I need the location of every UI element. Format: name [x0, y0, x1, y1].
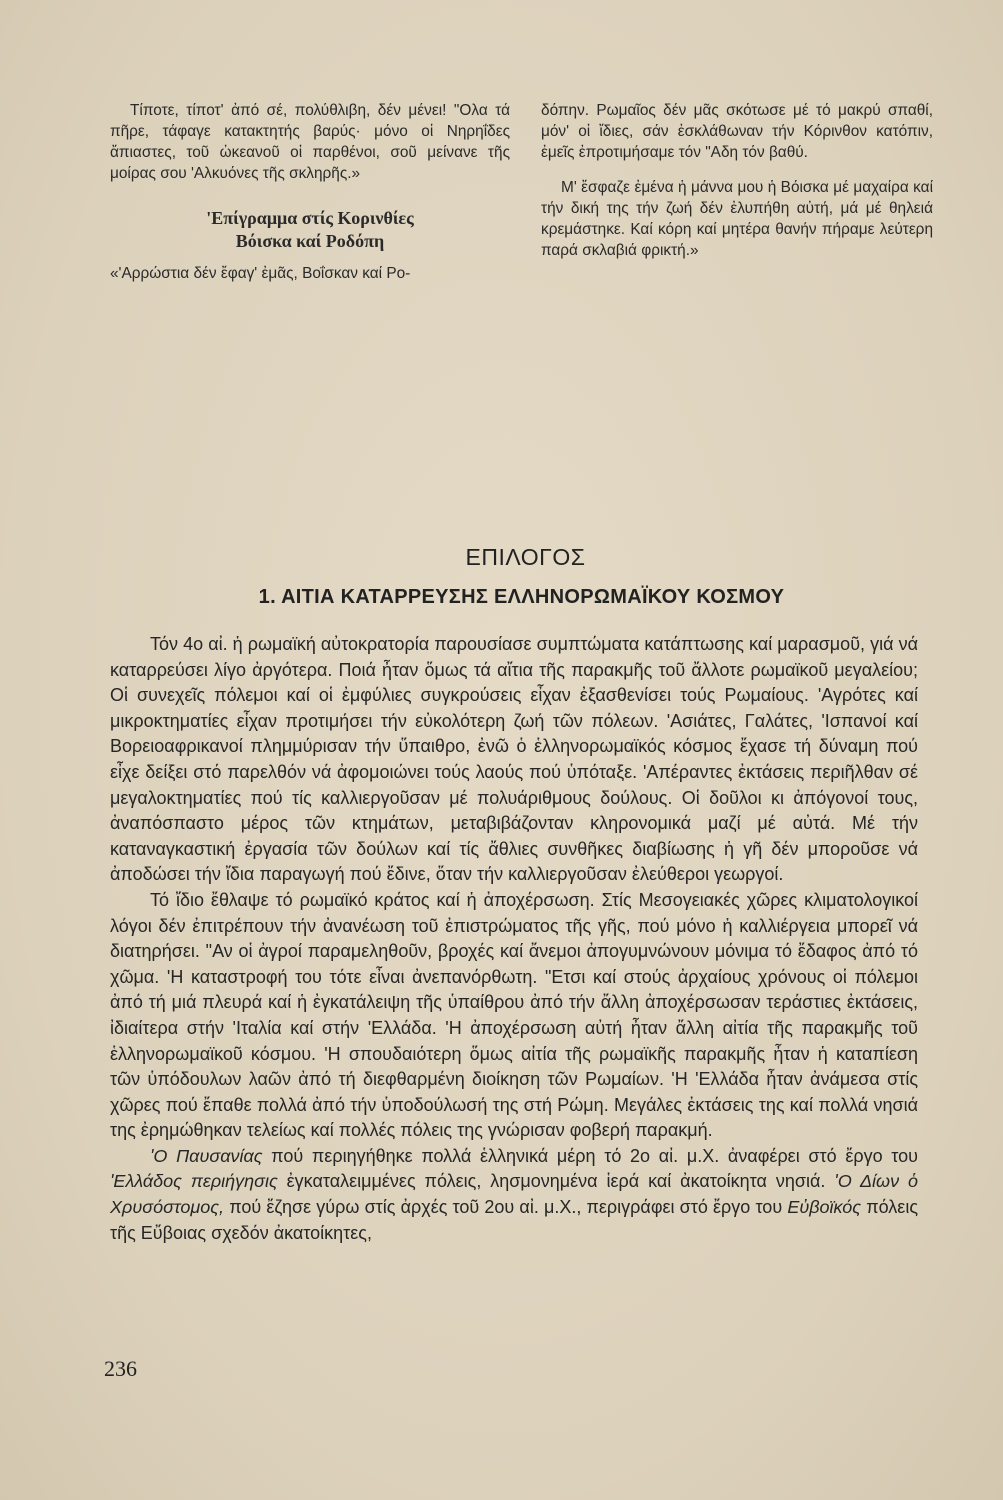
page-number: 236 [104, 1356, 137, 1381]
paragraph-3-part-c: πού ἔζησε γύρω στίς ἀρχές τοῦ 2ου αἰ. μ.Χ., περιγράφει στό ἔργο του [224, 1197, 788, 1218]
epigram-poem-ending: Τίποτε, τίποτ' ἀπό σέ, πολύθλιβη, δέν μένει! "Ολα τά πῆρε, τάφαγε κατακτητής βαρύς· μόνο οἱ Νηρηΐδες ἄπιαστες, τοῦ ὠκεανοῦ οἱ παρθένοι, σοῦ μείνανε τῆς μοίρας σου 'Αλκυόνες τῆς σκληρῆς.» [110, 102, 510, 182]
italic-ellados-periigisis: 'Ελλάδος περιήγησις [110, 1171, 278, 1192]
epigram-right-column [541, 100, 933, 261]
chapter-heading: ΕΠΙΛΟΓΟΣ [465, 544, 586, 570]
paragraph-3-part-a: πού περιηγήθηκε πολλά ἑλληνικά μέρη τό 2ο αἰ. μ.Χ. ἀναφέρει στό ἔργο του [262, 1145, 918, 1166]
paragraph-3-part-b: ἐγκαταλειμμένες πόλεις, λησμονημένα ἱερά καί ἀκατοίκητα νησιά. [277, 1171, 835, 1192]
paragraph-1: Τόν 4ο αἰ. ἡ ρωμαϊκή αὐτοκρατορία παρουσίασε συμπτώματα κατάπτωσης καί μαρασμοῦ, γιά νά καταρρεύσει λίγο ἀργότερα. Ποιά ἦταν ὅμως τά αἴτια τῆς παρακμῆς τοῦ ἄλλοτε ρωμαϊκοῦ μεγαλείου; Οἱ συνεχεῖς πόλεμοι καί οἱ ἐμφύλιες συγκρούσεις εἶχαν ἐξασθενίσει τούς Ρωμαίους. 'Αγρότες καί μικροκτηματίες εἶχαν προτιμήσει τήν εὐκολότερη ζωή τῶν πόλεων. 'Ασιάτες, Γαλάτες, 'Ισπανοί καί Βορειοαφρικανοί πλημμύρισαν τήν ὕπαιθρο, ἐνῶ ὁ ἑλληνορωμαϊκός κόσμος ἔχασε τή δύναμη πού εἶχε δείξει στό παρελθόν νά ἀφομοιώνει τούς λαούς πού ὑπόταξε. 'Απέραντες ἐκτάσεις περιῆλθαν σέ μεγαλοκτηματίες πού τίς καλλιεργοῦσαν μέ πολυάριθμους δούλους. Οἱ δοῦλοι κι ἀπόγονοί τους, ἀναπόσπαστο μέρος τῶν κτημάτων, μεταβιβάζονταν κληρονομικά μαζί μέ αὐτά. Μέ τήν καταναγκαστική ἐργασία τῶν δούλων καί τίς ἄθλιες συνθῆκες διαβίωσης ἡ γῆ δέν μποροῦσε νά ἀποδώσει τήν ἴδια παραγωγή πού ἔδινε, ὅταν τήν καλλιεργοῦσαν ἐλεύθεροι γεωργοί. [110, 634, 918, 885]
epigram-second-part: Μ' ἔσφαζε ἐμένα ἡ μάννα μου ἡ Βόισκα μέ μαχαίρα καί τήν δική της τήν ζωή δέν ἐλυπήθη αὐτή, μά μέ θηλειά κρεμάστηκε. Καί κόρη καί μητέρα θανήν πήραμε λεύτερη παρά σκλαβιά φρικτή.» [541, 179, 933, 259]
paragraph-2: Τό ἴδιο ἔθλαψε τό ρωμαϊκό κράτος καί ἡ ἀποχέρσωση. Στίς Μεσογειακές χῶρες κλιματολογικοί λόγοι δέν ἐπιτρέπουν τήν ἀνανέωση τοῦ ἐπιστρώματος τῆς γῆς, πού μόνο ἡ καλλιέργεια μπορεῖ νά διατηρήσει. "Αν οἱ ἀγροί παραμεληθοῦν, βροχές καί ἄνεμοι ἀπογυμνώνουν μόνιμα τό ἔδαφος ἀπό τό χῶμα. 'Η καταστροφή του τότε εἶναι ἀνεπανόρθωτη. "Ετσι καί στούς ἀρχαίους χρόνους οἱ πόλεμοι ἀπό τή μιά πλευρά καί ἡ ἐγκατάλειψη τῆς ὑπαίθρου ἀπό τήν ἄλλη ἀποχέρσωσαν τεράστιες ἐκτάσεις, ἰδιαίτερα στήν 'Ιταλία καί στήν 'Ελλάδα. 'Η ἀποχέρσωση αὐτή ἦταν ἄλλη αἰτία τῆς παρακμῆς τοῦ ἑλληνορωμαϊκοῦ κόσμου. 'Η σπουδαιότερη ὅμως αἰτία τῆς ρωμαϊκῆς παρακμῆς ἦταν ἡ καταπίεση τῶν ὑπόδουλων λαῶν ἀπό τή διεφθαρμένη διοίκηση τῶν Ρωμαίων. 'Η 'Ελλάδα ἦταν ἀνάμεσα στίς χῶρες πού ἔπαθε πολλά ἀπό τήν ὑποδούλωσή της στή Ρώμη. Μεγάλες ἐκτάσεις της καί πολλά νησιά της ἐρημώθηκαν τελείως καί πολλές πόλεις της γνώρισαν φοβερή παρακμή. [110, 889, 918, 1141]
epigram-left-column [110, 100, 510, 284]
epigram-start: «'Αρρώστια δέν ἔφαγ' ἐμᾶς, Βοΐσκαν καί Ρο- [110, 265, 411, 282]
epigram-continuation: δόπην. Ρωμαῖος δέν μᾶς σκότωσε μέ τό μακρύ σπαθί, μόν' οἱ ἴδιες, σάν ἐσκλάθωναν τήν Κόρινθον κατόπιν, ἐμεῖς ἐπροτιμήσαμε τόν "Αδη τόν βαθύ. [541, 102, 933, 161]
epigram-title [110, 207, 510, 253]
epigram-title-line2: Βόισκα καί Ροδόπη [235, 231, 385, 251]
main-text [110, 632, 918, 1246]
paragraph-3 [110, 1144, 918, 1246]
epigram-title-line1: 'Επίγραμμα στίς Κορινθίες [206, 208, 414, 228]
italic-pausanias: 'Ο Παυσανίας [150, 1145, 263, 1166]
paragraph-3-part-d: πόλεις τῆς Εὔβοιας σχεδόν ἀκατοίκητες, [110, 1197, 918, 1243]
italic-evoikos: Εὐβοϊκός [787, 1197, 862, 1218]
italic-dion-chrysostomos: 'Ο Δίων ὁ Χρυσόστομος, [110, 1171, 918, 1218]
section-heading: 1. ΑΙΤΙΑ ΚΑΤΑΡΡΕΥΣΗΣ ΕΛΛΗΝΟΡΩΜΑΪΚΟΥ ΚΟΣΜΟΥ [258, 586, 785, 608]
